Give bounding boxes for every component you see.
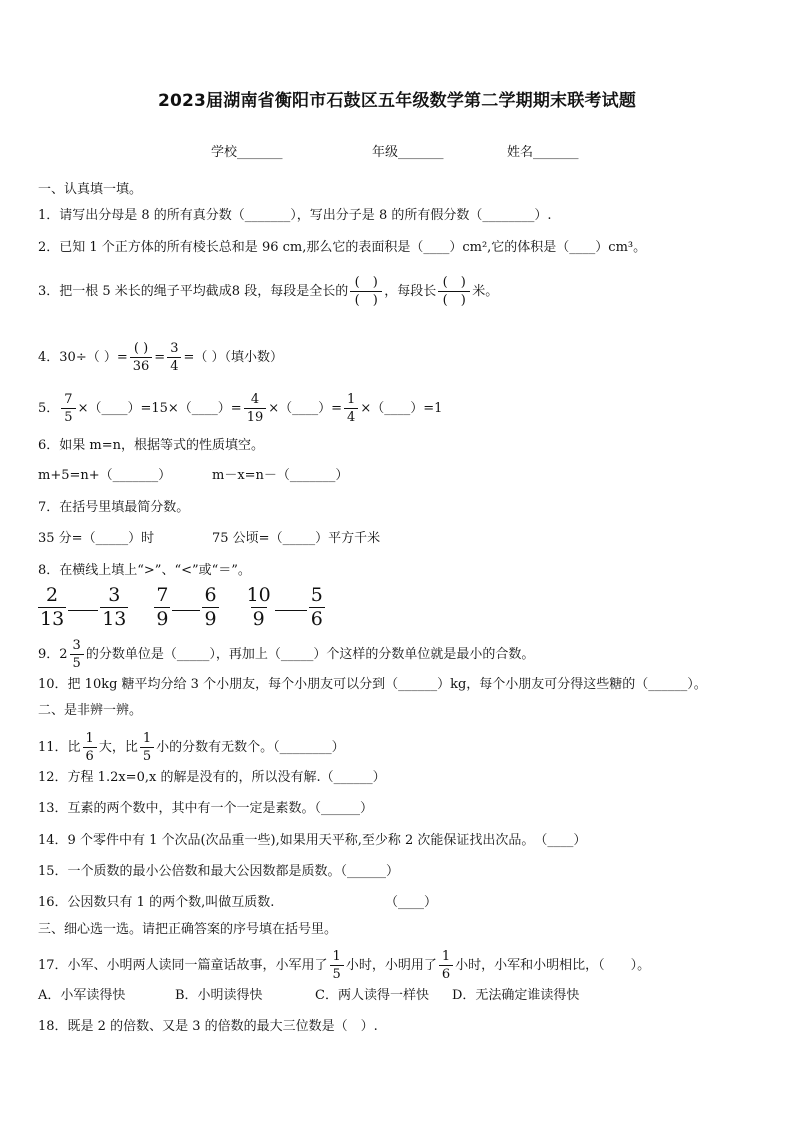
question-6-part-a: m+5=n+（_______） [38,468,172,483]
question-3-text-c: 米。 [472,284,499,299]
question-3-text-a: 3．把一根 5 米长的绳子平均截成8 段，每段是全长的 [38,284,349,299]
question-7-part-b: 75 公顷=（_____）平方千米 [212,531,381,546]
section-3-heading: 三、细心选一选。请把正确答案的序号填在括号里。 [38,922,338,937]
question-9: 9．2 $\frac{3}{5}$ 的分数单位是（_____），再加上（_____）个这样的分数单位就是最小的合数。 [38,638,535,671]
comparison-3-right-fraction: $\frac{5}{6}$ [310,584,323,630]
question-2: 2．已知 1 个正方体的所有棱长总和是 96 cm,那么它的表面积是（____）cm²,它的体积是（____）cm³。 [38,240,647,255]
comparison-2-blank [172,596,200,611]
question-14: 14．9 个零件中有 1 个次品(次品重一些),如果用天平称,至少称 2 次能保证找出次品。 （____） [38,833,587,848]
grade-field: 年级_______ [372,145,444,160]
question-6-part-b: m－x=n－（_______） [212,468,349,483]
question-5: 5． $\frac{7}{5}$ ×（____）=15×（____）= $\frac{4}{19}$ ×（____）= $\frac{1}{4}$ ×（____）=1 [38,392,443,425]
question-7-part-a: 35 分=（_____）时 [38,531,155,546]
question-17-option-d: D．无法确定谁读得快 [452,988,580,1003]
comparison-2-right-fraction: $\frac{6}{9}$ [204,584,217,630]
question-8-comparisons [36,586,327,629]
comparison-3-left-fraction: $\frac{10}{9}$ [246,584,271,630]
question-15: 15．一个质数的最小公倍数和最大公因数都是质数。（______） [38,864,400,879]
question-17-fraction-1: $\frac{1}{5}$ [330,950,344,981]
question-5-fraction-1: $\frac{7}{5}$ [61,393,75,424]
comparison-1-blank [68,596,98,611]
question-3-fraction-blank-2: $\frac{( )}{( )}$ [438,276,470,307]
question-12: 12．方程 1.2x=0,x 的解是没有的，所以没有解.（______） [38,770,386,785]
question-10: 10．把 10kg 糖平均分给 3 个小朋友，每个小朋友可以分到（______）kg，每个小朋友可分得这些糖的（______）。 [38,677,707,692]
question-16-blank: （____） [385,895,438,910]
question-7: 7．在括号里填最简分数。 [38,500,190,515]
question-6: 6．如果 m=n，根据等式的性质填空。 [38,438,264,453]
question-4-fraction-1: $\frac{( )}{36}$ [130,342,153,373]
question-11-fraction-2: $\frac{1}{5}$ [140,732,154,763]
comparison-1-right-fraction: $\frac{3}{13}$ [102,584,127,630]
name-field: 姓名_______ [507,145,579,160]
page-title: 2023届湖南省衡阳市石鼓区五年级数学第二学期期末联考试题 [157,91,637,111]
question-17: 17．小军、小明两人读同一篇童话故事，小军用了 $\frac{1}{5}$ 小时，小明用了 $\frac{1}{6}$ 小时，小军和小明相比，（ ）。 [38,949,651,982]
question-5-fraction-2: $\frac{4}{19}$ [244,393,267,424]
section-2-heading: 二、是非辨一辨。 [38,703,143,718]
question-17-option-b: B．小明读得快 [175,988,263,1003]
question-4-fraction-2: $\frac{3}{4}$ [167,342,181,373]
question-3-fraction-blank-1: $\frac{( )}{( )}$ [350,276,382,307]
question-16: 16．公因数只有 1 的两个数,叫做互质数. [38,895,275,910]
question-9-fraction: $\frac{3}{5}$ [70,639,84,670]
comparison-3-blank [275,596,307,611]
question-3 [38,276,498,307]
question-11: 11．比 $\frac{1}{6}$ 大，比 $\frac{1}{5}$ 小的分数有无数个。（________） [38,731,345,764]
comparison-2-left-fraction: $\frac{7}{9}$ [156,584,169,630]
question-17-option-a: A．小军读得快 [38,988,126,1003]
question-5-fraction-3: $\frac{1}{4}$ [344,393,358,424]
question-1: 1．请写出分母是 8 的所有真分数（_______），写出分子是 8 的所有假分数（________）. [38,208,552,223]
question-8: 8．在横线上填上“>”、“<”或“＝”。 [38,563,251,578]
comparison-1-left-fraction: $\frac{2}{13}$ [40,584,65,630]
school-field: 学校_______ [211,145,283,160]
question-18: 18．既是 2 的倍数、又是 3 的倍数的最大三位数是（ ）. [38,1019,378,1034]
question-4: 4．30÷（ ）= $\frac{( )}{36}$ = $\frac{3}{4}$ =（ ）（填小数） [38,341,283,374]
question-11-fraction-1: $\frac{1}{6}$ [83,732,97,763]
question-13: 13．互素的两个数中，其中有一个一定是素数。（______） [38,801,374,816]
question-17-fraction-2: $\frac{1}{6}$ [439,950,453,981]
section-1-heading: 一、认真填一填。 [38,182,143,197]
question-3-text-b: ，每段长 [384,284,437,299]
question-17-option-c: C．两人读得一样快 [315,988,429,1003]
